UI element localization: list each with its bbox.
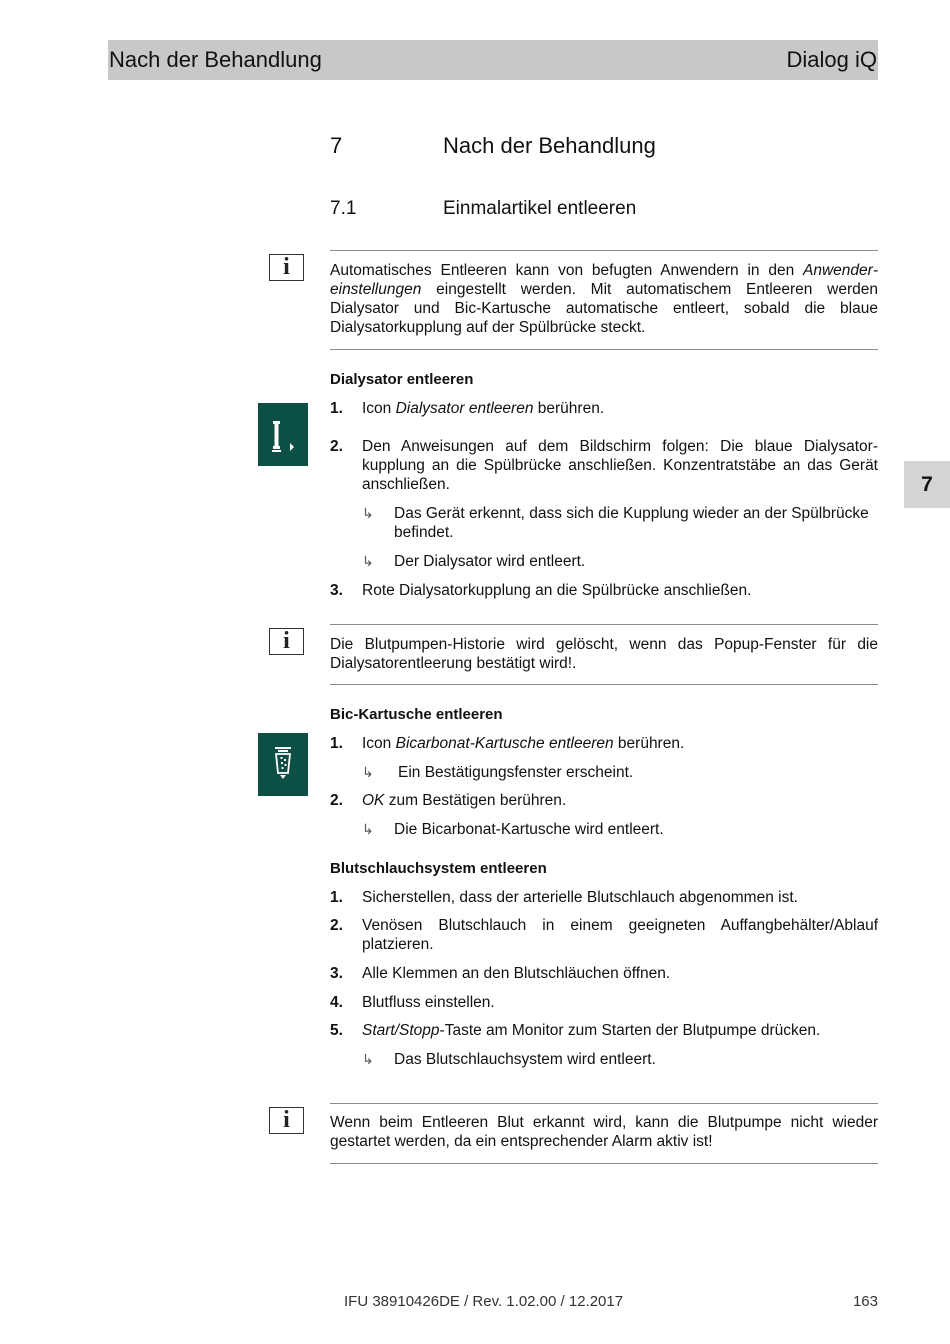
chapter-number: 7	[330, 133, 343, 158]
step-bic-1: 1. Icon Bicarbonat-Kartusche entleeren berühren.	[330, 735, 685, 752]
header-title: Nach der Behandlung	[109, 47, 322, 72]
divider	[330, 684, 878, 685]
divider	[330, 1163, 878, 1164]
result-blood-lines-emptied: ↳ Das Blutschlauchsystem wird entleert.	[362, 1051, 656, 1068]
step-dialysator-2: 2. Den Anweisungen auf dem Bildschirm folgen: Die blaue Dialysatorkupplung an die Spülbrücke anschließen. Konzentratstäbe an das Gerät anschließen.	[330, 438, 878, 493]
step-dialysator-3: 3. Rote Dialysatorkupplung an die Spülbrücke anschließen.	[330, 582, 752, 599]
section-title: Einmalartikel entleeren	[443, 198, 637, 219]
page-header	[108, 40, 878, 80]
page-number: 163	[852, 1293, 878, 1310]
step-blut-2: 2. Venösen Blutschlauch in einem geeigneten Auffangbehälter/Ablauf platzieren.	[330, 917, 878, 953]
info-icon: i	[269, 628, 304, 655]
info-note-blood-pump-history: Die Blutpumpen-Historie wird gelöscht, wenn das Popup-Fenster für die Dialysatorentleerung bestätigt wird!.	[330, 636, 878, 672]
result-dialysator-emptied: ↳ Der Dialysator wird entleert.	[362, 553, 586, 570]
result-arrow-icon: ↳	[362, 505, 374, 521]
info-note-auto-emptying: Automatisches Entleeren kann von befugten Anwendern in den Anwendereinstellungen eingestellt werden. Mit automatischem Entleeren werden Dialysator und Bic-Kartusche automatische entleert, sobald die blaue Dialysatorkupplung auf der Spülbrücke steckt.	[330, 262, 878, 336]
chapter-title: Nach der Behandlung	[443, 133, 656, 158]
step-blut-5: 5. Start/Stopp-Taste am Monitor zum Starten der Blutpumpe drücken.	[330, 1022, 821, 1039]
step-bic-2: 2. OK zum Bestätigen berühren.	[330, 792, 567, 809]
divider	[330, 624, 878, 625]
bicarbonat-entleeren-icon	[258, 733, 308, 796]
divider	[330, 1103, 878, 1104]
footer-document-id: IFU 38910426DE / Rev. 1.02.00 / 12.2017	[344, 1293, 624, 1310]
subheading-blood-lines: Blutschlauchsystem entleeren	[330, 860, 547, 877]
result-coupling-detected: ↳ Das Gerät erkennt, dass sich die Kupplung wieder an der Spülbrücke befindet.	[362, 505, 869, 541]
info-icon: i	[269, 254, 304, 281]
step-blut-3: 3. Alle Klemmen an den Blutschläuchen öffnen.	[330, 965, 671, 982]
section-number: 7.1	[330, 198, 357, 219]
header-product: Dialog iQ	[786, 47, 877, 72]
divider	[330, 349, 878, 350]
info-note-blood-detected: Wenn beim Entleeren Blut erkannt wird, kann die Blutpumpe nicht wieder gestartet werden, da ein entsprechender Alarm aktiv ist!	[330, 1114, 878, 1150]
step-blut-1: 1. Sicherstellen, dass der arterielle Blutschlauch abgenommen ist.	[330, 889, 798, 906]
result-arrow-icon: ↳	[362, 1051, 374, 1067]
result-bic-emptied: ↳ Die Bicarbonat-Kartusche wird entleert.	[362, 821, 664, 838]
step-dialysator-1: 1. Icon Dialysator entleeren berühren.	[330, 400, 605, 417]
result-confirm-window: ↳ Ein Bestätigungsfenster erscheint.	[362, 764, 634, 781]
step-blut-4: 4. Blutfluss einstellen.	[330, 994, 495, 1011]
chapter-tab-marker: 7	[904, 461, 950, 508]
result-arrow-icon: ↳	[362, 553, 374, 569]
divider	[330, 250, 878, 251]
dialysator-entleeren-icon	[258, 403, 308, 466]
info-icon: i	[269, 1107, 304, 1134]
subheading-bic: Bic-Kartusche entleeren	[330, 706, 503, 723]
subheading-dialysator: Dialysator entleeren	[330, 371, 474, 388]
result-arrow-icon: ↳	[362, 764, 374, 780]
result-arrow-icon: ↳	[362, 821, 374, 837]
